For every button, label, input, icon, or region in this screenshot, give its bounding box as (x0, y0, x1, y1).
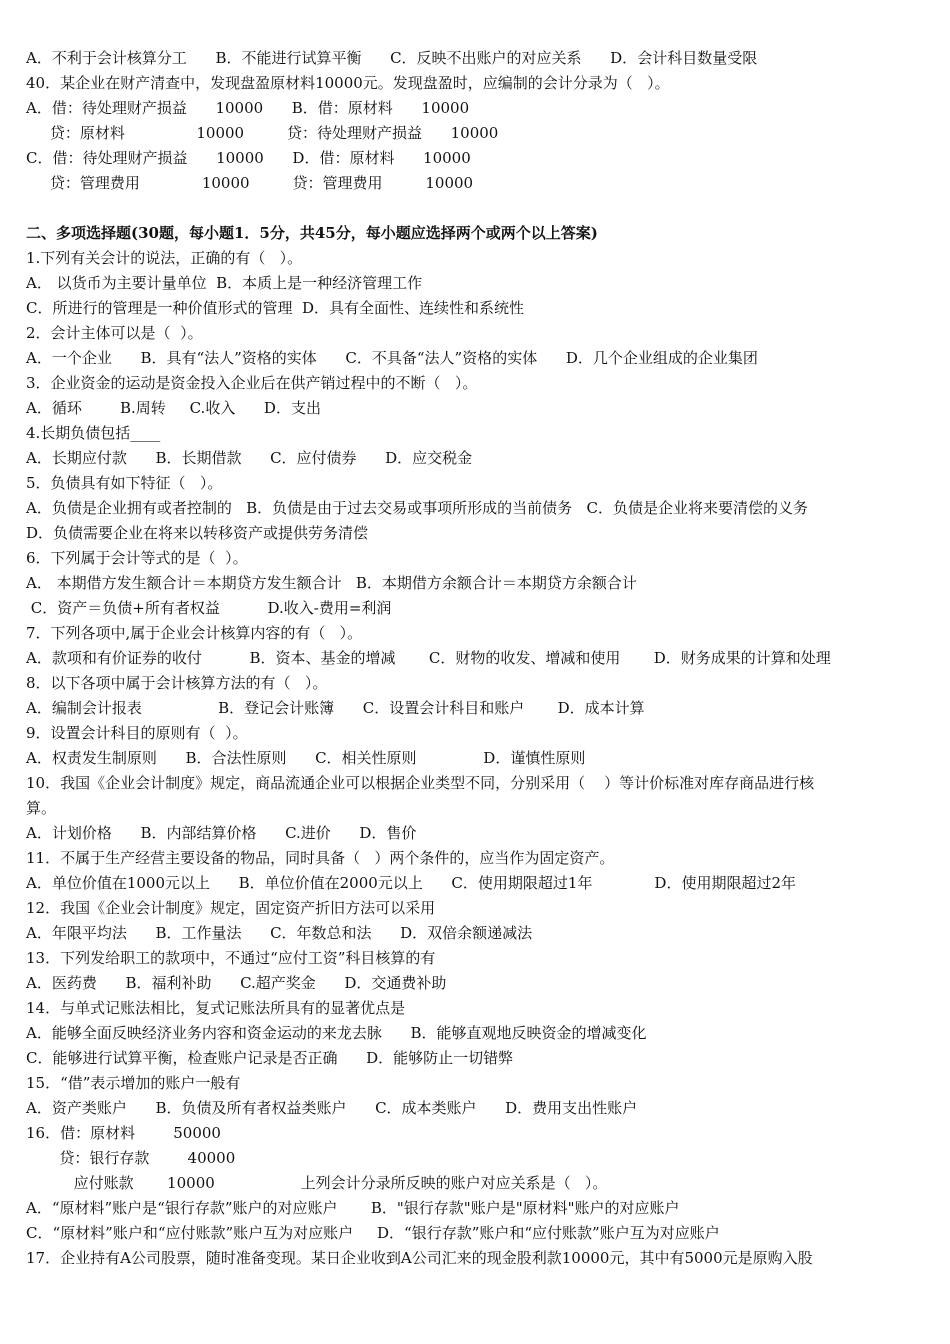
text-line: A．计划价格 B．内部结算价格 C.进价 D．售价 (26, 824, 417, 842)
text-line: A． 本期借方发生额合计＝本期贷方发生额合计 B．本期借方余额合计＝本期贷方余额合计 (26, 574, 637, 592)
text-line: C．借：待处理财产损益 10000 D．借：原材料 10000 (26, 149, 471, 167)
text-line: 贷：管理费用 10000 贷：管理费用 10000 (26, 174, 474, 192)
text-line: 14．与单式记账法相比，复式记账法所具有的显著优点是 (26, 999, 406, 1017)
text-line: C．资产＝负债+所有者权益 D.收入-费用=利润 (26, 599, 392, 617)
text-line: 贷：原材料 10000 贷：待处理财产损益 10000 (26, 124, 499, 142)
section-heading: 二、多项选择题(30题，每小题1．5分，共45分，每小题应选择两个或两个以上答案) (26, 224, 598, 242)
text-line: A．权责发生制原则 B．合法性原则 C．相关性原则 D．谨慎性原则 (26, 749, 586, 767)
text-line: A．“原材料”账户是“银行存款”账户的对应账户 B．"银行存款"账户是"原材料"账户的对应账户 (26, 1199, 680, 1217)
text-line: A．不利于会计核算分工 B．不能进行试算平衡 C．反映不出账户的对应关系 D．会计科目数量受限 (26, 49, 758, 67)
text-line: D．负债需要企业在将来以转移资产或提供劳务清偿 (26, 524, 369, 542)
text-line: A．编制会计报表 B．登记会计账簿 C．设置会计科目和账户 D．成本计算 (26, 699, 645, 717)
text-line: 7．下列各项中,属于企业会计核算内容的有（ ）。 (26, 624, 363, 642)
text-line: 算。 (26, 799, 57, 817)
text-line: A．医药费 B．福利补助 C.超产奖金 D．交通费补助 (26, 974, 447, 992)
text-line: A．长期应付款 B．长期借款 C．应付债券 D．应交税金 (26, 449, 473, 467)
text-line: 40．某企业在财产清查中，发现盘盈原材料10000元。发现盘盈时，应编制的会计分录为（ ）。 (26, 74, 670, 92)
text-line: 15．“借”表示增加的账户一般有 (26, 1074, 241, 1092)
text-line: 5．负债具有如下特征（ ）。 (26, 474, 223, 492)
text-line: A．一个企业 B．具有“法人”资格的实体 C．不具备“法人”资格的实体 D．几个企业组成的企业集团 (26, 349, 758, 367)
text-line: 11．不属于生产经营主要设备的物品，同时具备（ ）两个条件的，应当作为固定资产。 (26, 849, 615, 867)
text-line: A．负债是企业拥有或者控制的 B．负债是由于过去交易或事项所形成的当前债务 C．负债是企业将来要清偿的义务 (26, 499, 808, 517)
text-line: A．款项和有价证券的收付 B．资本、基金的增减 C．财物的收发、增减和使用 D．财务成果的计算和处理 (26, 649, 831, 667)
text-line: C．所进行的管理是一种价值形式的管理 D．具有全面性、连续性和系统性 (26, 299, 525, 317)
text-line: A．借：待处理财产损益 10000 B．借：原材料 10000 (26, 99, 470, 117)
text-line: C．能够进行试算平衡，检查账户记录是否正确 D．能够防止一切错弊 (26, 1049, 514, 1067)
text-line: C．“原材料”账户和“应付账款”账户互为对应账户 D．“银行存款”账户和“应付账款”账户互为对应账户 (26, 1224, 720, 1242)
text-line: 10．我国《企业会计制度》规定，商品流通企业可以根据企业类型不同，分别采用（ ）等计价标准对库存商品进行核 (26, 774, 815, 792)
text-line: 17．企业持有A公司股票，随时准备变现。某日企业收到A公司汇来的现金股利款10000元，其中有5000元是原购入股 (26, 1249, 813, 1267)
text-line: A． 以货币为主要计量单位 B．本质上是一种经济管理工作 (26, 274, 423, 292)
text-line: A．单位价值在1000元以上 B．单位价值在2000元以上 C．使用期限超过1年 D．使用期限超过2年 (26, 874, 796, 892)
text-line: 12．我国《企业会计制度》规定，固定资产折旧方法可以采用 (26, 899, 436, 917)
text-line: 9．设置会计科目的原则有（ ）。 (26, 724, 248, 742)
text-line: 贷：银行存款 40000 (26, 1149, 236, 1167)
text-line: A．资产类账户 B．负债及所有者权益类账户 C．成本类账户 D．费用支出性账户 (26, 1099, 638, 1117)
text-line: 16．借：原材料 50000 (26, 1124, 221, 1142)
text-line: 2．会计主体可以是（ ）。 (26, 324, 203, 342)
text-line: A．年限平均法 B．工作量法 C．年数总和法 D．双倍余额递减法 (26, 924, 533, 942)
text-line: 8．以下各项中属于会计核算方法的有（ ）。 (26, 674, 328, 692)
text-line: A．循环 B.周转 C.收入 D．支出 (26, 399, 321, 417)
text-line: 4.长期负债包括____ (26, 424, 161, 442)
text-line: 1.下列有关会计的说法，正确的有（ ）。 (26, 249, 303, 267)
text-line: 6．下列属于会计等式的是（ ）。 (26, 549, 248, 567)
text-line: 应付账款 10000 上列会计分录所反映的账户对应关系是（ ）。 (26, 1174, 608, 1192)
text-line: 13．下列发给职工的款项中，不通过“应付工资”科目核算的有 (26, 949, 436, 967)
text-line: 3．企业资金的运动是资金投入企业后在供产销过程中的不断（ ）。 (26, 374, 478, 392)
text-line: A．能够全面反映经济业务内容和资金运动的来龙去脉 B．能够直观地反映资金的增减变化 (26, 1024, 647, 1042)
